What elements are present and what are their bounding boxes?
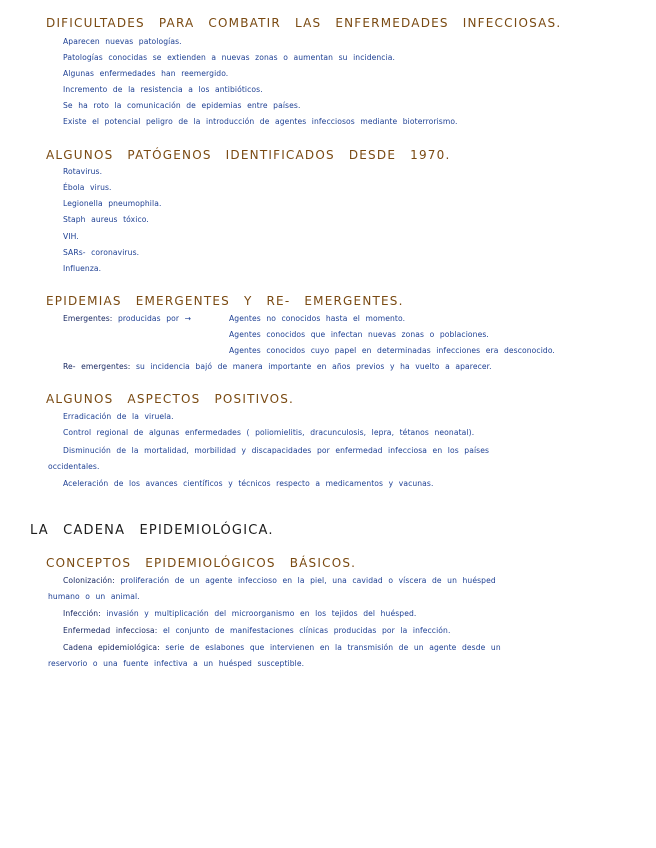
list-item: Agentes conocidos que infectan nuevas zonas o poblaciones.: [229, 330, 489, 339]
list-item: Disminución de la mortalidad, morbilidad y discapacidades por enfermedad infecciosa en los países: [63, 446, 490, 455]
list-item: Algunas enfermedades han reemergido.: [63, 69, 229, 78]
definition-emergentes: [63, 314, 191, 323]
list-item: Staph aureus tóxico.: [63, 215, 149, 224]
term-label: Colonización:: [63, 576, 115, 585]
term-label: Cadena epidemiológica:: [63, 643, 160, 652]
term-label: Enfermedad infecciosa:: [63, 626, 158, 635]
definition-continuation: reservorio o una fuente infectiva a un huésped susceptible.: [48, 659, 305, 668]
section-heading-dificultades: DIFICULTADES PARA COMBATIR LAS ENFERMEDADES INFECCIOSAS.: [46, 16, 562, 30]
definition-cadena: [63, 643, 501, 652]
term-text: su incidencia bajó de manera importante en años previos y ha vuelto a aparecer.: [135, 362, 492, 371]
list-item: Se ha roto la comunicación de epidemias entre países.: [63, 101, 301, 110]
page-title: LA CADENA EPIDEMIOLÓGICA.: [30, 523, 274, 538]
list-item: Control regional de algunas enfermedades ( poliomielitis, dracunculosis, lepra, tétanos neonatal).: [63, 428, 475, 437]
list-item: Influenza.: [63, 264, 102, 273]
list-item: Ébola virus.: [63, 183, 112, 192]
term-label: Emergentes:: [63, 314, 113, 323]
definition-enfermedad: [63, 626, 450, 635]
section-heading-epidemias: EPIDEMIAS EMERGENTES Y RE- EMERGENTES.: [46, 294, 404, 308]
list-item: Rotavirus.: [63, 167, 103, 176]
list-item-continuation: occidentales.: [48, 462, 100, 471]
section-heading-aspectos: ALGUNOS ASPECTOS POSITIVOS.: [46, 392, 295, 406]
list-item: Incremento de la resistencia a los antibióticos.: [63, 85, 263, 94]
list-item: SARs- coronavirus.: [63, 248, 140, 257]
list-item: Agentes conocidos cuyo papel en determinadas infecciones era desconocido.: [229, 346, 555, 355]
list-item: VIH.: [63, 232, 79, 241]
list-item: Aparecen nuevas patologías.: [63, 37, 182, 46]
list-item: Agentes no conocidos hasta el momento.: [229, 314, 406, 323]
list-item: Legionella pneumophila.: [63, 199, 162, 208]
section-heading-conceptos: CONCEPTOS EPIDEMIOLÓGICOS BÁSICOS.: [46, 556, 357, 570]
term-text: invasión y multiplicación del microorganismo en los tejidos del huésped.: [106, 609, 417, 618]
section-heading-patogenos: ALGUNOS PATÓGENOS IDENTIFICADOS DESDE 1970.: [46, 148, 451, 162]
definition-colonizacion: [63, 576, 496, 585]
definition-continuation: humano o un animal.: [48, 592, 140, 601]
term-label: Infección:: [63, 609, 101, 618]
term-text: proliferación de un agente infeccioso en la piel, una cavidad o víscera de un huésped: [120, 576, 496, 585]
term-text: serie de eslabones que intervienen en la transmisión de un agente desde un: [165, 643, 501, 652]
definition-infeccion: [63, 609, 416, 618]
term-text: el conjunto de manifestaciones clínicas producidas por la infección.: [162, 626, 451, 635]
list-item: Erradicación de la viruela.: [63, 412, 174, 421]
list-item: Patologías conocidas se extienden a nuevas zonas o aumentan su incidencia.: [63, 53, 396, 62]
list-item: Aceleración de los avances científicos y técnicos respecto a medicamentos y vacunas.: [63, 479, 434, 488]
definition-reemergentes: [63, 362, 492, 371]
term-intro: producidas por →: [117, 314, 192, 323]
term-label: Re- emergentes:: [63, 362, 131, 371]
list-item: Existe el potencial peligro de la introducción de agentes infecciosos mediante bioterrorismo.: [63, 117, 458, 126]
